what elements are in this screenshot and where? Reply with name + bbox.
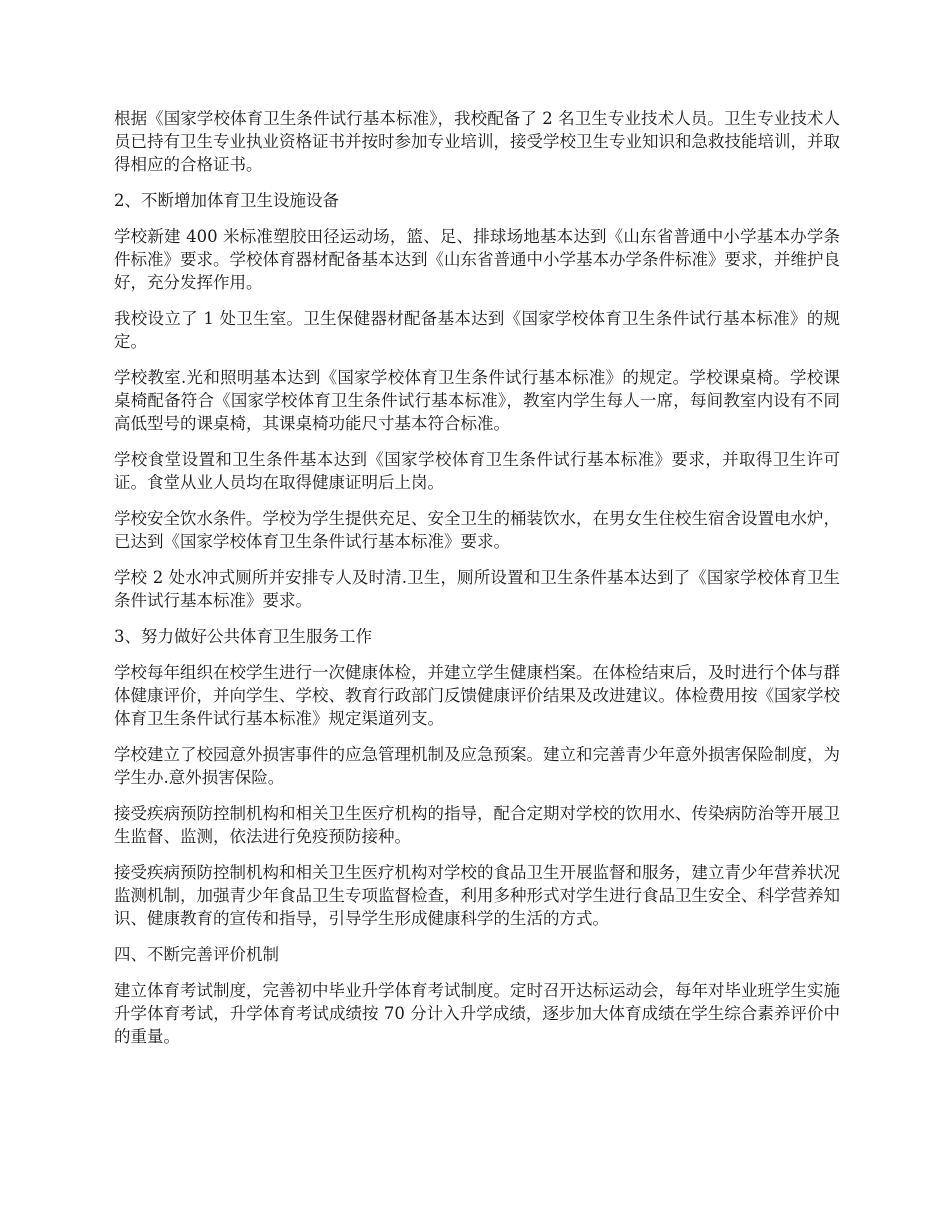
paragraph-emergency-plan: 学校建立了校园意外损害事件的应急管理机制及应急预案。建立和完善青少年意外损害保险制度，为学生办.意外损害保险。 <box>114 745 840 787</box>
paragraph-food-safety: 接受疾病预防控制机构和相关卫生医疗机构对学校的食品卫生开展监督和服务，建立青少年营养状况监测机制，加强青少年食品卫生专项监督检查，利用多种形式对学生进行食品卫生安全、科学营养知识、健康教育的宣传和指导，引导学生形成健康科学的生活的方式。 <box>114 863 840 928</box>
paragraph-restrooms: 学校 2 处水冲式厕所并安排专人及时清.卫生，厕所设置和卫生条件基本达到了《国家学校体育卫生条件试行基本标准》要求。 <box>114 568 840 610</box>
paragraph-disease-prevention: 接受疾病预防控制机构和相关卫生医疗机构的指导，配合定期对学校的饮用水、传染病防治等开展卫生监督、监测，依法进行免疫预防接种。 <box>114 804 840 846</box>
paragraph-health-checkup: 学校每年组织在校学生进行一次健康体检，并建立学生健康档案。在体检结束后，及时进行个体与群体健康评价，并向学生、学校、教育行政部门反馈健康评价结果及改进建议。体检费用按《国家学校体育卫生条件试行基本标准》规定渠道列支。 <box>114 663 840 728</box>
section-heading-facilities: 2、不断增加体育卫生设施设备 <box>114 191 339 210</box>
paragraph-pe-exam: 建立体育考试制度，完善初中毕业升学体育考试制度。定时召开达标运动会，每年对毕业班学生实施升学体育考试，升学体育考试成绩按 70 分计入升学成绩，逐步加大体育成绩在学生综合素养评价中的重量。 <box>114 981 840 1046</box>
paragraph-canteen: 学校食堂设置和卫生条件基本达到《国家学校体育卫生条件试行基本标准》要求，并取得卫生许可证。食堂从业人员均在取得健康证明后上岗。 <box>114 450 840 492</box>
paragraph-health-staff: 根据《国家学校体育卫生条件试行基本标准》，我校配备了 2 名卫生专业技术人员。卫生专业技术人员已持有卫生专业执业资格证书并按时参加专业培训，接受学校卫生专业知识和急救技能培训，并取得相应的合格证书。 <box>114 109 840 174</box>
section-heading-public-service: 3、努力做好公共体育卫生服务工作 <box>114 627 372 646</box>
document-body <box>114 107 840 1061</box>
section-heading-evaluation: 四、不断完善评价机制 <box>114 945 279 964</box>
paragraph-health-room: 我校设立了 1 处卫生室。卫生保健器材配备基本达到《国家学校体育卫生条件试行基本标准》的规定。 <box>114 309 840 351</box>
paragraph-sports-field: 学校新建 400 米标准塑胶田径运动场，篮、足、排球场地基本达到《山东省普通中小学基本办学条件标准》要求。学校体育器材配备基本达到《山东省普通中小学基本办学条件标准》要求，并维护良好，充分发挥作用。 <box>114 227 840 292</box>
paragraph-classroom-lighting: 学校教室.光和照明基本达到《国家学校体育卫生条件试行基本标准》的规定。学校课桌椅。学校课桌椅配备符合《国家学校体育卫生条件试行基本标准》，教室内学生每人一席，每间教室内设有不同高低型号的课桌椅，其课桌椅功能尺寸基本符合标准。 <box>114 368 840 433</box>
paragraph-drinking-water: 学校安全饮水条件。学校为学生提供充足、安全卫生的桶装饮水，在男女生住校生宿舍设置电水炉，已达到《国家学校体育卫生条件试行基本标准》要求。 <box>114 509 840 551</box>
